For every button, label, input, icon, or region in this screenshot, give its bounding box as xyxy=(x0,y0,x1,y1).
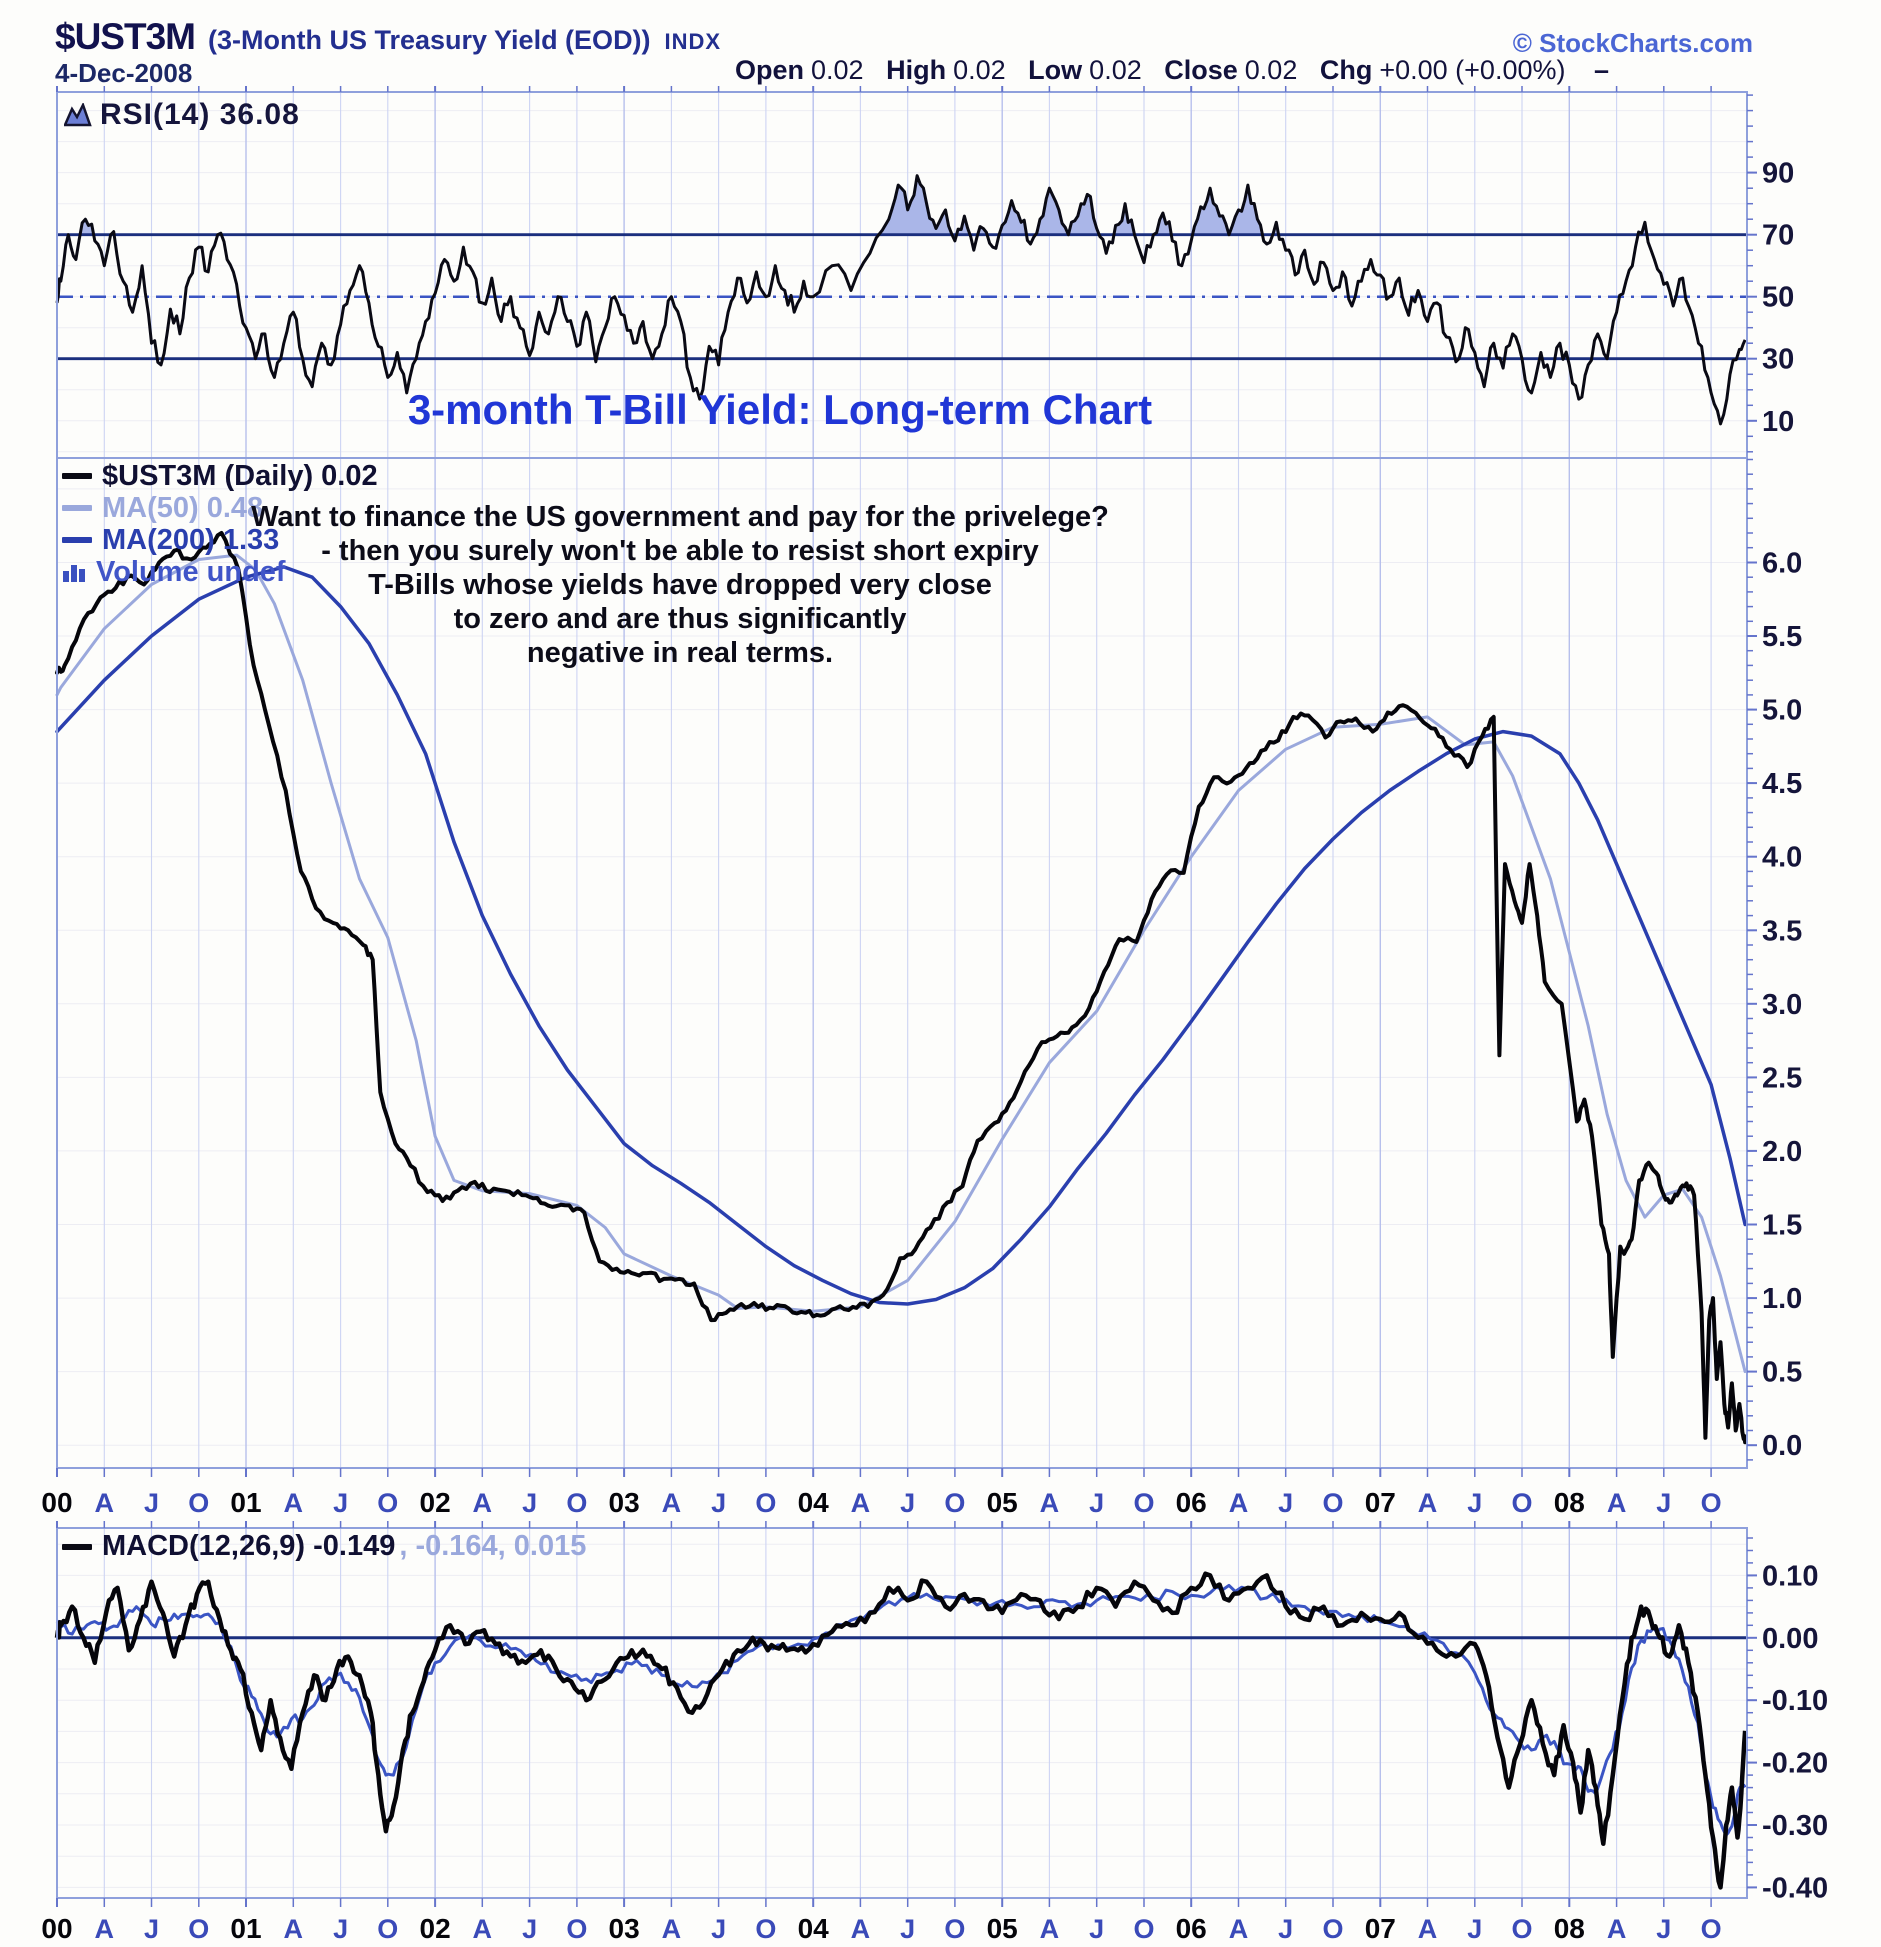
x-year-label: 08 xyxy=(1553,1913,1585,1944)
y-axis-label-rsi: 70 xyxy=(1762,219,1795,252)
x-year-label: 08 xyxy=(1553,1487,1585,1518)
chart-title-annotation: 3-month T-Bill Yield: Long-term Chart xyxy=(407,386,1153,433)
x-month-label: J xyxy=(711,1488,727,1518)
macd-line xyxy=(57,1574,1745,1888)
y-axis-label-main: 2.0 xyxy=(1762,1135,1803,1168)
header-dash: – xyxy=(1594,55,1610,85)
x-month-label: A xyxy=(661,1914,682,1944)
exchange-label: INDX xyxy=(664,29,722,54)
x-month-label: A xyxy=(661,1488,682,1518)
x-month-label: J xyxy=(143,1914,160,1944)
high-label: High xyxy=(886,55,947,85)
ma200-line xyxy=(57,567,1745,1304)
x-year-label: 06 xyxy=(1175,1487,1207,1518)
x-month-label: O xyxy=(1700,1488,1722,1518)
x-year-label: 05 xyxy=(986,1913,1018,1944)
y-axis-label-main: 4.0 xyxy=(1762,841,1803,874)
x-month-label: A xyxy=(1039,1914,1060,1944)
x-year-label: 06 xyxy=(1175,1913,1207,1944)
x-year-label: 07 xyxy=(1364,1913,1396,1944)
x-year-label: 03 xyxy=(608,1487,640,1518)
x-year-label: 02 xyxy=(419,1913,451,1944)
y-axis-label-main: 1.5 xyxy=(1762,1209,1803,1242)
ticker-description: (3-Month US Treasury Yield (EOD)) xyxy=(207,25,651,55)
low-label: Low xyxy=(1028,55,1083,85)
header xyxy=(55,16,721,58)
x-month-label: J xyxy=(900,1914,916,1944)
y-axis-label-main: 6.0 xyxy=(1762,547,1803,580)
ohlc-readout xyxy=(735,55,1609,86)
macd-legend-main: MACD(12,26,9) -0.149 xyxy=(102,1530,396,1562)
ma50-line-marker xyxy=(62,505,92,511)
x-year-label: 04 xyxy=(797,1487,829,1518)
x-month-label: A xyxy=(472,1914,493,1944)
x-year-label: 00 xyxy=(41,1487,73,1518)
close-value: 0.02 xyxy=(1244,55,1298,85)
x-month-label: J xyxy=(1656,1914,1672,1944)
x-month-label: O xyxy=(944,1914,966,1944)
y-axis-label-main: 1.0 xyxy=(1762,1283,1803,1316)
x-year-label: 02 xyxy=(419,1487,451,1518)
note-line: - then you surely won't be able to resist short expiry xyxy=(321,535,1039,567)
y-axis-label-main: 2.5 xyxy=(1762,1062,1803,1095)
note-line: T-Bills whose yields have dropped very close xyxy=(368,569,992,601)
x-month-label: O xyxy=(188,1914,210,1944)
chart-date: 4-Dec-2008 xyxy=(55,58,193,88)
note-line: Want to finance the US government and pay for the privelege? xyxy=(251,501,1109,533)
x-month-label: O xyxy=(1322,1914,1344,1944)
open-value: 0.02 xyxy=(811,55,864,85)
x-month-label: A xyxy=(1039,1488,1060,1518)
chg-value: +0.00 (+0.00%) xyxy=(1379,55,1566,85)
rsi-legend-label: RSI(14) 36.08 xyxy=(100,98,300,131)
ma200-line-marker xyxy=(62,537,92,543)
x-month-label: O xyxy=(1511,1914,1533,1944)
x-month-label: O xyxy=(1133,1488,1155,1518)
x-month-label: A xyxy=(94,1488,115,1518)
high-value: 0.02 xyxy=(953,55,1006,85)
x-month-label: J xyxy=(1467,1914,1483,1944)
rsi-legend xyxy=(64,98,300,132)
x-month-label: O xyxy=(1511,1488,1533,1518)
y-axis-label-rsi: 10 xyxy=(1762,405,1795,438)
x-year-label: 01 xyxy=(230,1913,262,1944)
close-label: Close xyxy=(1164,55,1238,85)
ma50-line xyxy=(57,555,1745,1372)
x-month-label: O xyxy=(566,1914,588,1944)
x-month-label: A xyxy=(850,1914,871,1944)
y-axis-label-main: 3.5 xyxy=(1762,915,1803,948)
macd-panel xyxy=(57,1528,1828,1904)
ticker-symbol: $UST3M xyxy=(55,16,195,57)
x-month-label: O xyxy=(1133,1914,1155,1944)
stockcharts-credit: © StockCharts.com xyxy=(1512,28,1753,58)
ma50-legend-label: MA(50) 0.48 xyxy=(102,491,264,524)
price-line-marker xyxy=(62,473,92,479)
x-month-label: J xyxy=(333,1488,349,1518)
x-month-label: J xyxy=(1278,1488,1294,1518)
y-axis-label-macd: -0.20 xyxy=(1762,1747,1829,1780)
x-year-label: 07 xyxy=(1364,1487,1396,1518)
y-axis-label-rsi: 30 xyxy=(1762,343,1795,376)
macd-legend xyxy=(62,1530,586,1563)
volume-bars-icon xyxy=(62,561,88,583)
x-year-label: 05 xyxy=(986,1487,1018,1518)
x-month-label: J xyxy=(1089,1488,1105,1518)
x-month-label: O xyxy=(755,1488,777,1518)
y-axis-label-macd: -0.30 xyxy=(1762,1810,1829,1842)
y-axis-label-main: 5.0 xyxy=(1762,694,1803,727)
y-axis-label-macd: -0.10 xyxy=(1762,1685,1829,1718)
x-month-label: A xyxy=(1606,1914,1627,1944)
y-axis-label-main: 4.5 xyxy=(1762,768,1803,801)
y-axis-label-rsi: 90 xyxy=(1762,157,1795,190)
x-month-label: J xyxy=(1467,1488,1483,1518)
note-line: to zero and are thus significantly xyxy=(453,603,907,635)
x-year-label: 00 xyxy=(41,1913,73,1944)
x-month-label: O xyxy=(377,1914,399,1944)
low-value: 0.02 xyxy=(1089,55,1142,85)
x-month-label: A xyxy=(1417,1488,1438,1518)
y-axis-label-macd: 0.10 xyxy=(1762,1560,1819,1593)
x-month-label: O xyxy=(377,1488,399,1518)
x-month-label: J xyxy=(711,1914,727,1944)
x-month-label: J xyxy=(333,1914,349,1944)
y-axis-label-main: 0.5 xyxy=(1762,1356,1803,1389)
open-label: Open xyxy=(735,55,805,85)
x-month-label: O xyxy=(755,1914,777,1944)
y-axis-label-macd: 0.00 xyxy=(1762,1622,1819,1655)
x-month-label: J xyxy=(1278,1914,1294,1944)
macd-line-marker xyxy=(62,1544,92,1550)
x-month-label: A xyxy=(850,1488,871,1518)
y-axis-label-macd: -0.40 xyxy=(1762,1872,1829,1905)
x-month-label: J xyxy=(522,1488,538,1518)
commentary-note xyxy=(180,500,1180,670)
x-month-label: J xyxy=(1089,1914,1105,1944)
x-month-label: A xyxy=(283,1914,304,1944)
note-line: negative in real terms. xyxy=(526,637,834,669)
x-month-label: A xyxy=(1228,1488,1249,1518)
x-month-label: O xyxy=(188,1488,210,1518)
x-month-label: A xyxy=(1606,1488,1627,1518)
x-axis-mid xyxy=(41,1487,1721,1518)
x-month-label: A xyxy=(1417,1914,1438,1944)
x-month-label: O xyxy=(566,1488,588,1518)
y-axis-label-main: 0.0 xyxy=(1762,1430,1803,1463)
x-year-label: 04 xyxy=(797,1913,829,1944)
x-month-label: J xyxy=(900,1488,916,1518)
x-year-label: 03 xyxy=(608,1913,640,1944)
x-month-label: A xyxy=(94,1914,115,1944)
ma200-legend-label: MA(200) 1.33 xyxy=(102,523,280,556)
y-axis-label-main: 3.0 xyxy=(1762,988,1803,1021)
x-month-label: J xyxy=(143,1488,160,1518)
x-month-label: J xyxy=(1656,1488,1672,1518)
x-month-label: A xyxy=(1228,1914,1249,1944)
x-month-label: A xyxy=(472,1488,493,1518)
rsi-area-icon xyxy=(64,103,92,127)
x-month-label: O xyxy=(1322,1488,1344,1518)
chg-label: Chg xyxy=(1319,55,1373,85)
x-month-label: O xyxy=(1700,1914,1722,1944)
price-legend-label: $UST3M (Daily) 0.02 xyxy=(102,459,378,492)
x-month-label: J xyxy=(522,1914,538,1944)
x-axis-bottom xyxy=(41,1913,1721,1944)
x-month-label: A xyxy=(283,1488,304,1518)
y-axis-label-rsi: 50 xyxy=(1762,281,1795,314)
y-axis-label-main: 5.5 xyxy=(1762,621,1803,653)
macd-legend-signal: , -0.164, 0.015 xyxy=(399,1530,587,1562)
x-month-label: O xyxy=(944,1488,966,1518)
volume-legend-label: Volume undef xyxy=(96,555,286,588)
x-year-label: 01 xyxy=(230,1487,262,1518)
legend-row-price xyxy=(62,460,378,492)
